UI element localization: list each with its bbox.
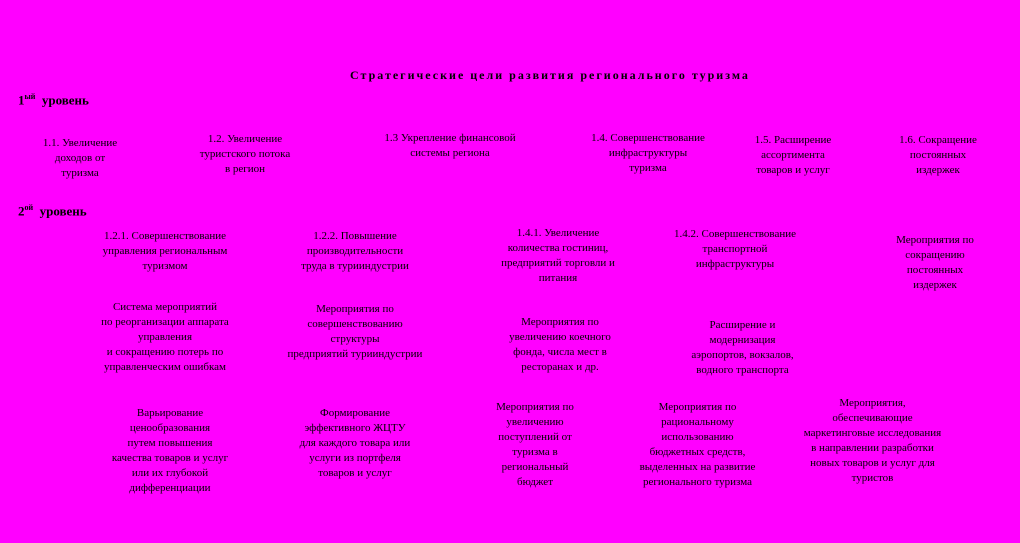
level-1-suffix: ый <box>24 92 36 101</box>
goal-1-4-2: 1.4.2. Совершенствование транспортной инфраструктуры <box>674 228 796 270</box>
level-2-number: 2 <box>18 203 25 219</box>
measure-pricing: Варьирование ценообразования путем повышения качества товаров и услуг или их глубокой дифференциации <box>111 407 229 494</box>
measure-airports: Расширение и модернизация аэропортов, вокзалов, водного транспорта <box>691 319 794 376</box>
goal-1-4: 1.4. Совершенствование инфраструктуры туризма <box>591 132 705 174</box>
measure-budget-use: Мероприятия по рациональному использованию бюджетных средств, выделенных на развитие регионального туризма <box>639 401 756 488</box>
measure-structure: Мероприятия по совершенствованию структуры предприятий турииндустрии <box>287 303 423 360</box>
diagram-title: Стратегические цели развития регионального туризма <box>350 68 750 82</box>
goal-1-3: 1.3 Укрепление финансовой системы региона <box>384 132 516 159</box>
level-1-label <box>18 92 89 108</box>
goal-reduce-costs: Мероприятия по сокращению постоянных издержек <box>896 234 974 291</box>
measure-marketing: Мероприятия, обеспечивающие маркетинговые исследования в направлении разработки новых товаров и услуг для туристов <box>803 397 942 484</box>
goal-1-1: 1.1. Увеличение доходов от туризма <box>42 137 118 179</box>
level-2-label <box>18 203 87 219</box>
measure-bed-fund: Мероприятия по увеличению коечного фонда, числа мест в ресторанах и др. <box>509 316 611 373</box>
goal-1-5: 1.5. Расширение ассортимента товаров и услуг <box>754 134 832 176</box>
level-2-suffix: ой <box>24 203 34 212</box>
measure-lifecycle: Формирование эффективного ЖЦТУ для каждого товара или услуги из портфеля товаров и услуг <box>299 407 411 479</box>
level-2-word: уровень <box>39 203 87 219</box>
goal-1-2: 1.2. Увеличение туристского потока в регион <box>199 133 291 175</box>
measure-budget-income: Мероприятия по увеличению поступлений от туризма в региональный бюджет <box>496 401 574 488</box>
goal-1-6: 1.6. Сокращение постоянных издержек <box>899 134 977 176</box>
level-1-word: уровень <box>41 92 89 108</box>
goal-1-2-2: 1.2.2. Повышение производительности труда в турииндустрии <box>301 230 409 272</box>
goal-1-2-1: 1.2.1. Совершенствование управления региональным туризмом <box>102 230 228 272</box>
measure-reorganization: Система мероприятий по реорганизации аппарата управления и сокращению потерь по управленческим ошибкам <box>101 301 229 373</box>
level-1-number: 1 <box>18 92 25 108</box>
goal-1-4-1: 1.4.1. Увеличение количества гостиниц, предприятий торговли и питания <box>501 227 615 284</box>
